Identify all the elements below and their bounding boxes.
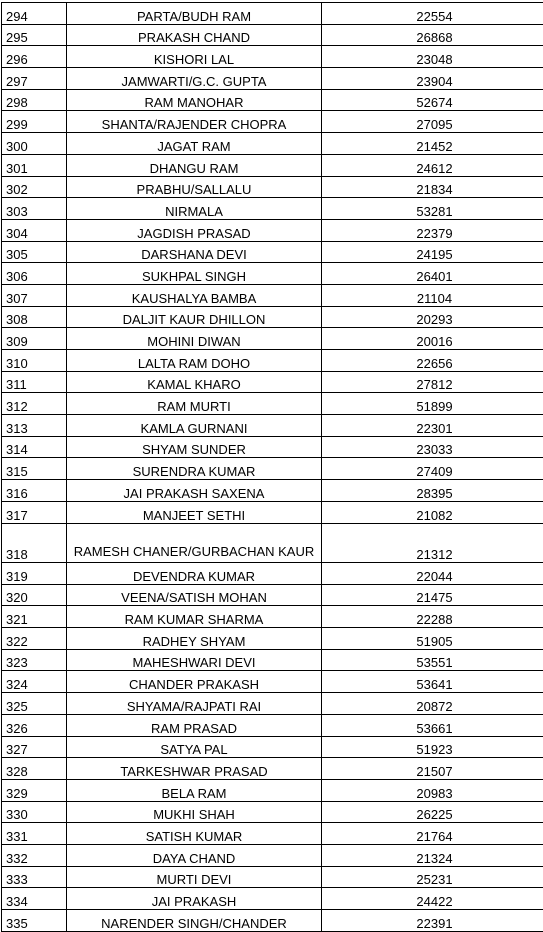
serial-number-cell: 312	[2, 393, 67, 415]
name-cell: RAM MANOHAR	[67, 89, 322, 111]
records-table	[1, 2, 543, 932]
name-cell: PARTA/BUDH RAM	[67, 3, 322, 25]
name-cell: NARENDER SINGH/CHANDER	[67, 910, 322, 932]
amount-cell: 27095	[322, 111, 543, 133]
serial-number-cell: 315	[2, 458, 67, 480]
amount-cell: 22379	[322, 219, 543, 241]
amount-cell: 52674	[322, 89, 543, 111]
name-cell: DEVENDRA KUMAR	[67, 563, 322, 585]
name-cell: SHYAM SUNDER	[67, 436, 322, 458]
table-row	[2, 888, 543, 910]
table-row	[2, 649, 543, 671]
table-row	[2, 350, 543, 372]
amount-cell: 20872	[322, 693, 543, 715]
records-table-body	[2, 3, 543, 932]
serial-number-cell: 318	[2, 523, 67, 563]
name-cell: SURENDRA KUMAR	[67, 458, 322, 480]
amount-cell: 25231	[322, 866, 543, 888]
amount-cell: 21324	[322, 844, 543, 866]
name-cell: MOHINI DIWAN	[67, 328, 322, 350]
table-row	[2, 758, 543, 780]
name-cell: SHANTA/RAJENDER CHOPRA	[67, 111, 322, 133]
table-row	[2, 133, 543, 155]
amount-cell: 53551	[322, 649, 543, 671]
table-row	[2, 371, 543, 393]
amount-cell: 53641	[322, 671, 543, 693]
amount-cell: 22391	[322, 910, 543, 932]
serial-number-cell: 323	[2, 649, 67, 671]
amount-cell: 21764	[322, 823, 543, 845]
name-cell: RAM MURTI	[67, 393, 322, 415]
table-row	[2, 46, 543, 68]
serial-number-cell: 305	[2, 241, 67, 263]
amount-cell: 53661	[322, 714, 543, 736]
table-row	[2, 823, 543, 845]
table-row	[2, 111, 543, 133]
serial-number-cell: 310	[2, 350, 67, 372]
amount-cell: 22554	[322, 3, 543, 25]
table-row	[2, 628, 543, 650]
serial-number-cell: 313	[2, 415, 67, 437]
table-row	[2, 176, 543, 198]
amount-cell: 23048	[322, 46, 543, 68]
name-cell: DHANGU RAM	[67, 154, 322, 176]
name-cell: JAGAT RAM	[67, 133, 322, 155]
amount-cell: 22656	[322, 350, 543, 372]
serial-number-cell: 317	[2, 501, 67, 523]
serial-number-cell: 330	[2, 801, 67, 823]
serial-number-cell: 300	[2, 133, 67, 155]
amount-cell: 51905	[322, 628, 543, 650]
table-row	[2, 671, 543, 693]
serial-number-cell: 294	[2, 3, 67, 25]
amount-cell: 24422	[322, 888, 543, 910]
name-cell: SUKHPAL SINGH	[67, 263, 322, 285]
serial-number-cell: 331	[2, 823, 67, 845]
table-row	[2, 89, 543, 111]
amount-cell: 20983	[322, 779, 543, 801]
serial-number-cell: 316	[2, 480, 67, 502]
amount-cell: 22288	[322, 606, 543, 628]
serial-number-cell: 299	[2, 111, 67, 133]
table-row	[2, 736, 543, 758]
amount-cell: 27409	[322, 458, 543, 480]
name-cell: DAYA CHAND	[67, 844, 322, 866]
serial-number-cell: 332	[2, 844, 67, 866]
name-cell: KAMLA GURNANI	[67, 415, 322, 437]
amount-cell: 21452	[322, 133, 543, 155]
serial-number-cell: 327	[2, 736, 67, 758]
table-row	[2, 801, 543, 823]
table-row	[2, 501, 543, 523]
serial-number-cell: 319	[2, 563, 67, 585]
name-cell: VEENA/SATISH MOHAN	[67, 584, 322, 606]
amount-cell: 22301	[322, 415, 543, 437]
table-row	[2, 563, 543, 585]
name-cell: JAGDISH PRASAD	[67, 219, 322, 241]
amount-cell: 23904	[322, 68, 543, 90]
table-row	[2, 866, 543, 888]
name-cell: MUKHI SHAH	[67, 801, 322, 823]
table-row	[2, 284, 543, 306]
name-cell: PRAKASH CHAND	[67, 24, 322, 46]
serial-number-cell: 314	[2, 436, 67, 458]
table-row	[2, 393, 543, 415]
amount-cell: 53281	[322, 198, 543, 220]
serial-number-cell: 296	[2, 46, 67, 68]
table-row	[2, 263, 543, 285]
amount-cell: 21082	[322, 501, 543, 523]
name-cell: RAMESH CHANER/GURBACHAN KAUR	[67, 523, 322, 563]
amount-cell: 21507	[322, 758, 543, 780]
serial-number-cell: 295	[2, 24, 67, 46]
amount-cell: 27812	[322, 371, 543, 393]
serial-number-cell: 328	[2, 758, 67, 780]
table-row	[2, 458, 543, 480]
name-cell: TARKESHWAR PRASAD	[67, 758, 322, 780]
serial-number-cell: 304	[2, 219, 67, 241]
name-cell: JAI PRAKASH	[67, 888, 322, 910]
amount-cell: 20293	[322, 306, 543, 328]
table-row	[2, 480, 543, 502]
table-row	[2, 844, 543, 866]
table-row	[2, 241, 543, 263]
name-cell: RADHEY SHYAM	[67, 628, 322, 650]
serial-number-cell: 297	[2, 68, 67, 90]
amount-cell: 22044	[322, 563, 543, 585]
serial-number-cell: 309	[2, 328, 67, 350]
serial-number-cell: 302	[2, 176, 67, 198]
name-cell: KAUSHALYA BAMBA	[67, 284, 322, 306]
serial-number-cell: 329	[2, 779, 67, 801]
table-row	[2, 436, 543, 458]
name-cell: SATYA PAL	[67, 736, 322, 758]
amount-cell: 21834	[322, 176, 543, 198]
amount-cell: 26868	[322, 24, 543, 46]
name-cell: LALTA RAM DOHO	[67, 350, 322, 372]
name-cell: MAHESHWARI DEVI	[67, 649, 322, 671]
name-cell: SATISH KUMAR	[67, 823, 322, 845]
serial-number-cell: 335	[2, 910, 67, 932]
name-cell: MANJEET SETHI	[67, 501, 322, 523]
amount-cell: 51899	[322, 393, 543, 415]
table-row	[2, 3, 543, 25]
serial-number-cell: 322	[2, 628, 67, 650]
serial-number-cell: 308	[2, 306, 67, 328]
amount-cell: 21104	[322, 284, 543, 306]
serial-number-cell: 326	[2, 714, 67, 736]
name-cell: RAM PRASAD	[67, 714, 322, 736]
table-row	[2, 415, 543, 437]
table-row	[2, 68, 543, 90]
table-row	[2, 693, 543, 715]
name-cell: CHANDER PRAKASH	[67, 671, 322, 693]
serial-number-cell: 306	[2, 263, 67, 285]
table-row	[2, 154, 543, 176]
name-cell: RAM KUMAR SHARMA	[67, 606, 322, 628]
amount-cell: 26225	[322, 801, 543, 823]
table-row	[2, 523, 543, 563]
name-cell: BELA RAM	[67, 779, 322, 801]
amount-cell: 26401	[322, 263, 543, 285]
serial-number-cell: 334	[2, 888, 67, 910]
table-row	[2, 24, 543, 46]
serial-number-cell: 298	[2, 89, 67, 111]
name-cell: NIRMALA	[67, 198, 322, 220]
serial-number-cell: 311	[2, 371, 67, 393]
name-cell: PRABHU/SALLALU	[67, 176, 322, 198]
name-cell: DARSHANA DEVI	[67, 241, 322, 263]
amount-cell: 21475	[322, 584, 543, 606]
serial-number-cell: 325	[2, 693, 67, 715]
table-row	[2, 219, 543, 241]
serial-number-cell: 321	[2, 606, 67, 628]
table-row	[2, 606, 543, 628]
name-cell: JAI PRAKASH SAXENA	[67, 480, 322, 502]
name-cell: KISHORI LAL	[67, 46, 322, 68]
serial-number-cell: 324	[2, 671, 67, 693]
table-row	[2, 910, 543, 932]
amount-cell: 51923	[322, 736, 543, 758]
serial-number-cell: 301	[2, 154, 67, 176]
serial-number-cell: 307	[2, 284, 67, 306]
serial-number-cell: 333	[2, 866, 67, 888]
table-row	[2, 779, 543, 801]
amount-cell: 24612	[322, 154, 543, 176]
table-row	[2, 328, 543, 350]
amount-cell: 28395	[322, 480, 543, 502]
amount-cell: 20016	[322, 328, 543, 350]
name-cell: JAMWARTI/G.C. GUPTA	[67, 68, 322, 90]
serial-number-cell: 320	[2, 584, 67, 606]
name-cell: DALJIT KAUR DHILLON	[67, 306, 322, 328]
name-cell: MURTI DEVI	[67, 866, 322, 888]
serial-number-cell: 303	[2, 198, 67, 220]
table-row	[2, 714, 543, 736]
amount-cell: 24195	[322, 241, 543, 263]
amount-cell: 23033	[322, 436, 543, 458]
table-row	[2, 198, 543, 220]
table-row	[2, 584, 543, 606]
name-cell: KAMAL KHARO	[67, 371, 322, 393]
amount-cell: 21312	[322, 523, 543, 563]
name-cell: SHYAMA/RAJPATI RAI	[67, 693, 322, 715]
table-row	[2, 306, 543, 328]
